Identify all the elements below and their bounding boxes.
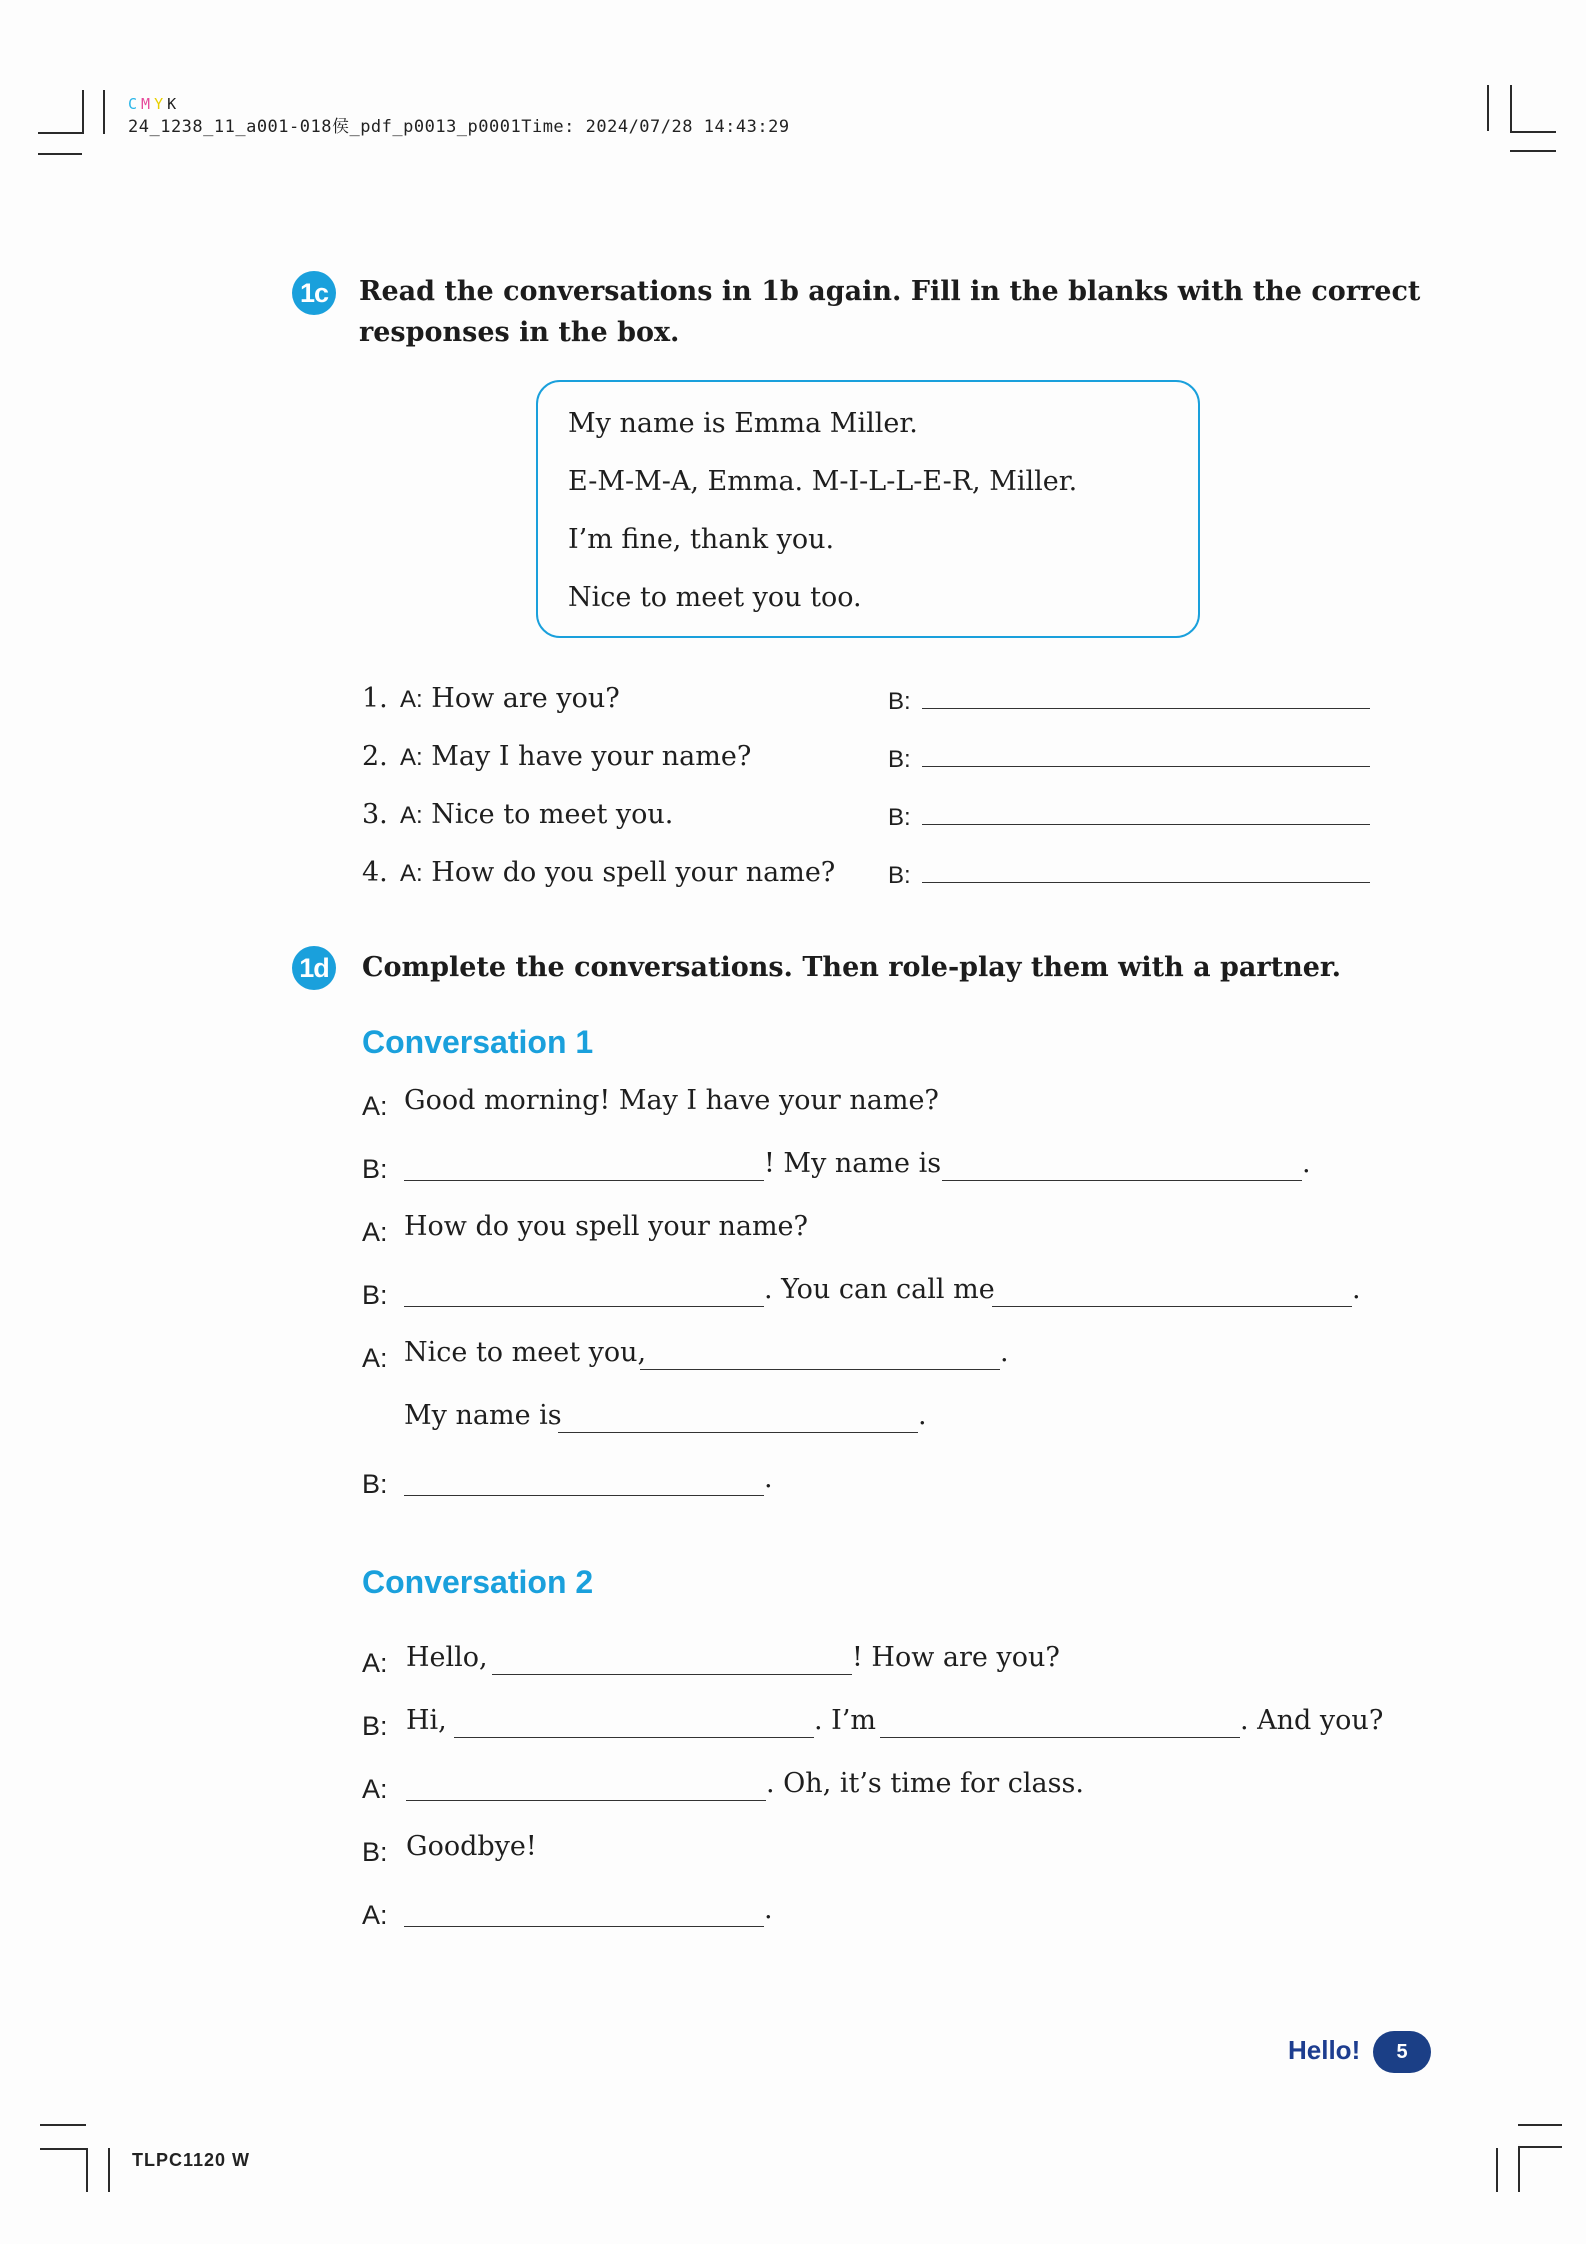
- speaker-b: B:: [888, 746, 911, 773]
- answer-blank[interactable]: [880, 1737, 1240, 1738]
- box-option: My name is Emma Miller.: [568, 408, 918, 439]
- answer-blank[interactable]: [922, 824, 1370, 825]
- line-text: Good morning! May I have your name?: [404, 1085, 939, 1116]
- line-text: . Oh, it’s time for class.: [766, 1768, 1084, 1799]
- item-number: 2.: [362, 741, 388, 772]
- punctuation: .: [764, 1463, 773, 1494]
- answer-blank[interactable]: [492, 1674, 852, 1675]
- ex1d-instruction: Complete the conversations. Then role-play them with a partner.: [362, 952, 1342, 983]
- speaker-b: B:: [888, 862, 911, 889]
- line-text: How do you spell your name?: [404, 1211, 808, 1242]
- speaker-label: A:: [362, 1343, 388, 1373]
- page-number: 5: [1373, 2031, 1431, 2073]
- line-text: . I’m: [814, 1705, 877, 1736]
- speaker-label: A:: [362, 1900, 388, 1930]
- unit-title: Hello!: [1288, 2035, 1361, 2065]
- answer-blank[interactable]: [922, 766, 1370, 767]
- print-code: TLPC1120 W: [132, 2150, 251, 2170]
- speaker-a: A:: [400, 744, 423, 771]
- line-text: Nice to meet you,: [404, 1337, 647, 1368]
- line-text: My name is: [404, 1400, 562, 1431]
- item-number: 4.: [362, 857, 388, 888]
- color-registration-marks: [128, 95, 180, 113]
- ex1c-instruction-line-1: Read the conversations in 1b again. Fill in the blanks with the correct: [359, 276, 1421, 307]
- response-box: [536, 380, 1200, 638]
- speaker-label: B:: [362, 1711, 388, 1741]
- answer-blank[interactable]: [404, 1926, 764, 1927]
- answer-blank[interactable]: [454, 1737, 814, 1738]
- color-mark-k: K: [167, 95, 181, 113]
- answer-blank[interactable]: [922, 882, 1370, 883]
- speaker-label: B:: [362, 1469, 388, 1499]
- print-slug: 24_1238_11_a001-018侯_pdf_p0013_p0001Time: 2024/07/28 14:43:29: [128, 117, 790, 137]
- exercise-badge-1c: 1c: [292, 271, 336, 315]
- list-item: [362, 857, 835, 888]
- item-number: 1.: [362, 683, 388, 714]
- list-item: [362, 683, 620, 714]
- punctuation: .: [1352, 1274, 1361, 1305]
- line-text: ! My name is: [764, 1148, 942, 1179]
- exercise-badge-1d: 1d: [292, 946, 336, 990]
- line-text: ! How are you?: [852, 1642, 1060, 1673]
- color-mark-y: Y: [154, 95, 168, 113]
- answer-blank[interactable]: [404, 1306, 764, 1307]
- conversation-1-title: Conversation 1: [362, 1024, 594, 1060]
- ex1c-instruction-line-2: responses in the box.: [359, 317, 680, 348]
- speaker-label: A:: [362, 1091, 388, 1121]
- punctuation: .: [1000, 1337, 1009, 1368]
- answer-blank[interactable]: [406, 1800, 766, 1801]
- speaker-b: B:: [888, 688, 911, 715]
- line-text: Hello,: [406, 1642, 488, 1673]
- box-option: E-M-M-A, Emma. M-I-L-L-E-R, Miller.: [568, 466, 1078, 497]
- box-option: I’m fine, thank you.: [568, 524, 835, 555]
- question: Nice to meet you.: [431, 799, 674, 830]
- speaker-b: B:: [888, 804, 911, 831]
- answer-blank[interactable]: [404, 1180, 764, 1181]
- answer-blank[interactable]: [922, 708, 1370, 709]
- punctuation: .: [1302, 1148, 1311, 1179]
- speaker-a: A:: [400, 860, 423, 887]
- line-text: . And you?: [1240, 1705, 1384, 1736]
- punctuation: .: [764, 1894, 773, 1925]
- line-text: . You can call me: [764, 1274, 995, 1305]
- question: May I have your name?: [431, 741, 752, 772]
- speaker-label: B:: [362, 1154, 388, 1184]
- speaker-label: A:: [362, 1648, 388, 1678]
- list-item: [362, 741, 751, 772]
- speaker-label: A:: [362, 1217, 388, 1247]
- answer-blank[interactable]: [992, 1306, 1352, 1307]
- line-text: Hi,: [406, 1705, 447, 1736]
- question: How are you?: [431, 683, 620, 714]
- answer-blank[interactable]: [640, 1369, 1000, 1370]
- answer-blank[interactable]: [942, 1180, 1302, 1181]
- line-text: Goodbye!: [406, 1831, 537, 1862]
- box-option: Nice to meet you too.: [568, 582, 862, 613]
- list-item: [362, 799, 673, 830]
- answer-blank[interactable]: [558, 1432, 918, 1433]
- speaker-label: A:: [362, 1774, 388, 1804]
- item-number: 3.: [362, 799, 388, 830]
- color-mark-m: M: [141, 95, 155, 113]
- speaker-a: A:: [400, 802, 423, 829]
- answer-blank[interactable]: [404, 1495, 764, 1496]
- question: How do you spell your name?: [431, 857, 836, 888]
- speaker-label: B:: [362, 1280, 388, 1310]
- conversation-2-title: Conversation 2: [362, 1564, 594, 1600]
- color-mark-c: C: [128, 95, 142, 113]
- punctuation: .: [918, 1400, 927, 1431]
- speaker-label: B:: [362, 1837, 388, 1867]
- speaker-a: A:: [400, 686, 423, 713]
